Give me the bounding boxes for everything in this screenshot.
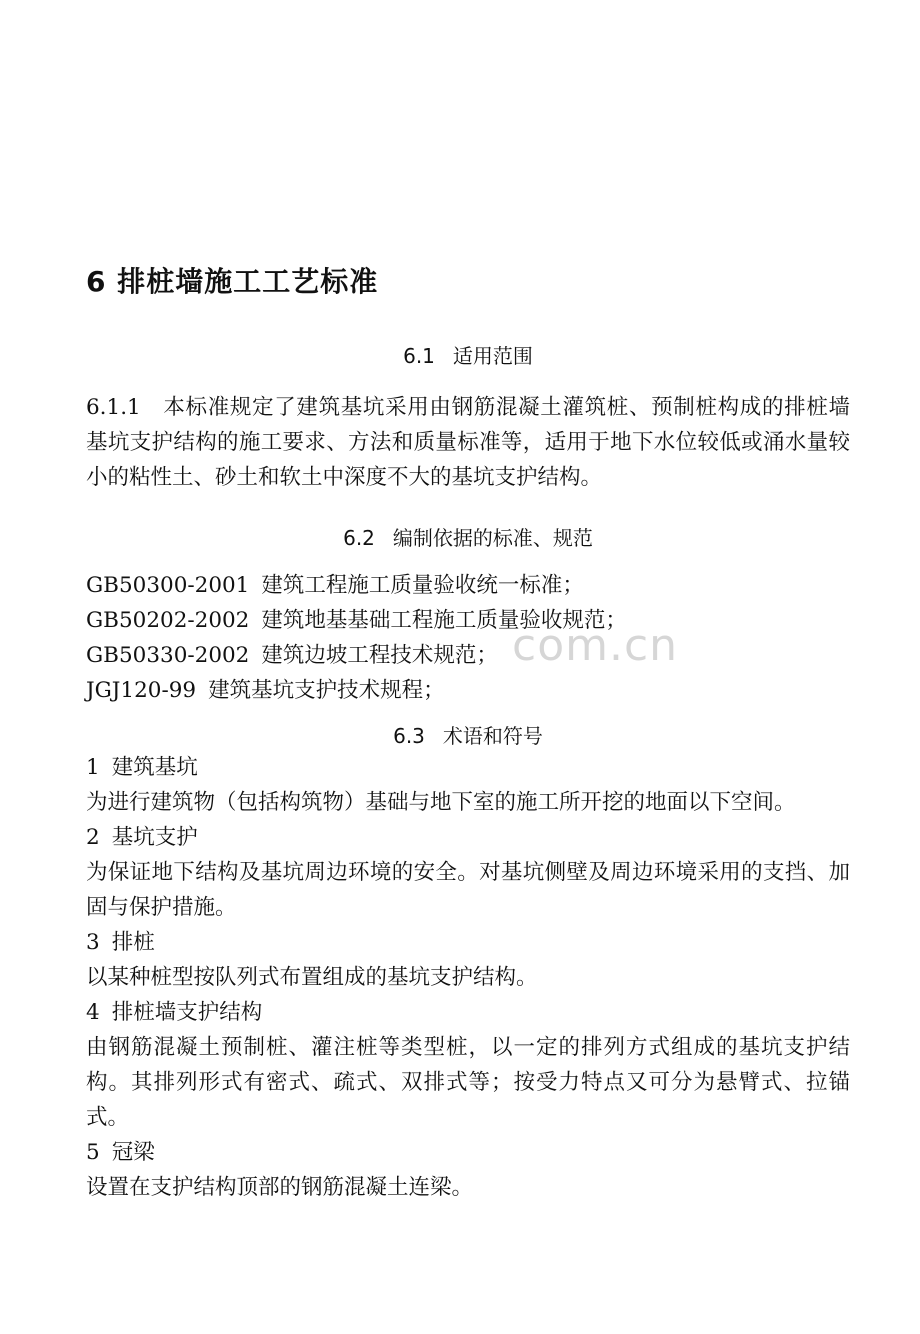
term-heading [86, 750, 850, 785]
paragraph-number: 6.1.1 [86, 395, 141, 420]
standard-name: 建筑基坑支护技术规程； [208, 678, 445, 703]
term-heading [86, 925, 850, 960]
paragraph-text: 本标准规定了建筑基坑采用由钢筋混凝土灌筑桩、预制桩构成的排桩墙基坑支护结构的施工要求、方法和质量标准等，适用于地下水位较低或涌水量较小的粘性土、砂土和软土中深度不大的基坑支护结构。 [86, 395, 850, 490]
term-heading [86, 995, 850, 1030]
term-name: 排桩墙支护结构 [111, 1000, 263, 1025]
section-heading-6-2 [86, 522, 850, 551]
term-name: 建筑基坑 [111, 755, 198, 780]
term-number: 5 [86, 1140, 100, 1165]
standard-code: GB50330-2002 [86, 643, 250, 668]
term-definition: 设置在支护结构顶部的钢筋混凝土连梁。 [86, 1175, 474, 1200]
section-number: 6.3 [393, 724, 425, 748]
standard-code: GB50300-2001 [86, 573, 250, 598]
standard-item [86, 603, 850, 638]
terms-list [86, 750, 850, 1205]
standard-code: GB50202-2002 [86, 608, 250, 633]
watermark: com.cn [512, 620, 679, 671]
standard-item [86, 673, 850, 708]
term-heading [86, 820, 850, 855]
standards-list [86, 568, 850, 708]
paragraph-6-1-1 [86, 390, 850, 495]
section-number: 6.2 [343, 526, 375, 550]
term-number: 2 [86, 825, 100, 850]
term-name: 排桩 [111, 930, 155, 955]
section-title: 术语和符号 [442, 724, 543, 748]
standard-name: 建筑边坡工程技术规范； [261, 643, 498, 668]
section-title: 适用范围 [452, 344, 533, 368]
chapter-title: 6 排桩墙施工工艺标准 [86, 265, 379, 298]
term-definition: 为保证地下结构及基坑周边环境的安全。对基坑侧壁及周边环境采用的支挡、加固与保护措施。 [86, 860, 850, 920]
term-definition: 以某种桩型按队列式布置组成的基坑支护结构。 [86, 965, 538, 990]
term-number: 1 [86, 755, 100, 780]
term-name: 冠梁 [111, 1140, 155, 1165]
term-definition: 由钢筋混凝土预制桩、灌注桩等类型桩，以一定的排列方式组成的基坑支护结构。其排列形式有密式、疏式、双排式等；按受力特点又可分为悬臂式、拉锚式。 [86, 1035, 850, 1130]
section-number: 6.1 [403, 344, 435, 368]
section-heading-6-3 [86, 720, 850, 749]
term-definition: 为进行建筑物（包括构筑物）基础与地下室的施工所开挖的地面以下空间。 [86, 790, 796, 815]
term-name: 基坑支护 [111, 825, 198, 850]
standard-code: JGJ120-99 [86, 678, 197, 703]
term-heading [86, 1135, 850, 1170]
term-number: 4 [86, 1000, 100, 1025]
section-title: 编制依据的标准、规范 [392, 526, 593, 550]
term-number: 3 [86, 930, 100, 955]
standard-name: 建筑工程施工质量验收统一标准； [261, 573, 584, 598]
standard-name: 建筑地基基础工程施工质量验收规范； [261, 608, 627, 633]
standard-item [86, 638, 850, 673]
section-heading-6-1 [86, 340, 850, 369]
standard-item [86, 568, 850, 603]
